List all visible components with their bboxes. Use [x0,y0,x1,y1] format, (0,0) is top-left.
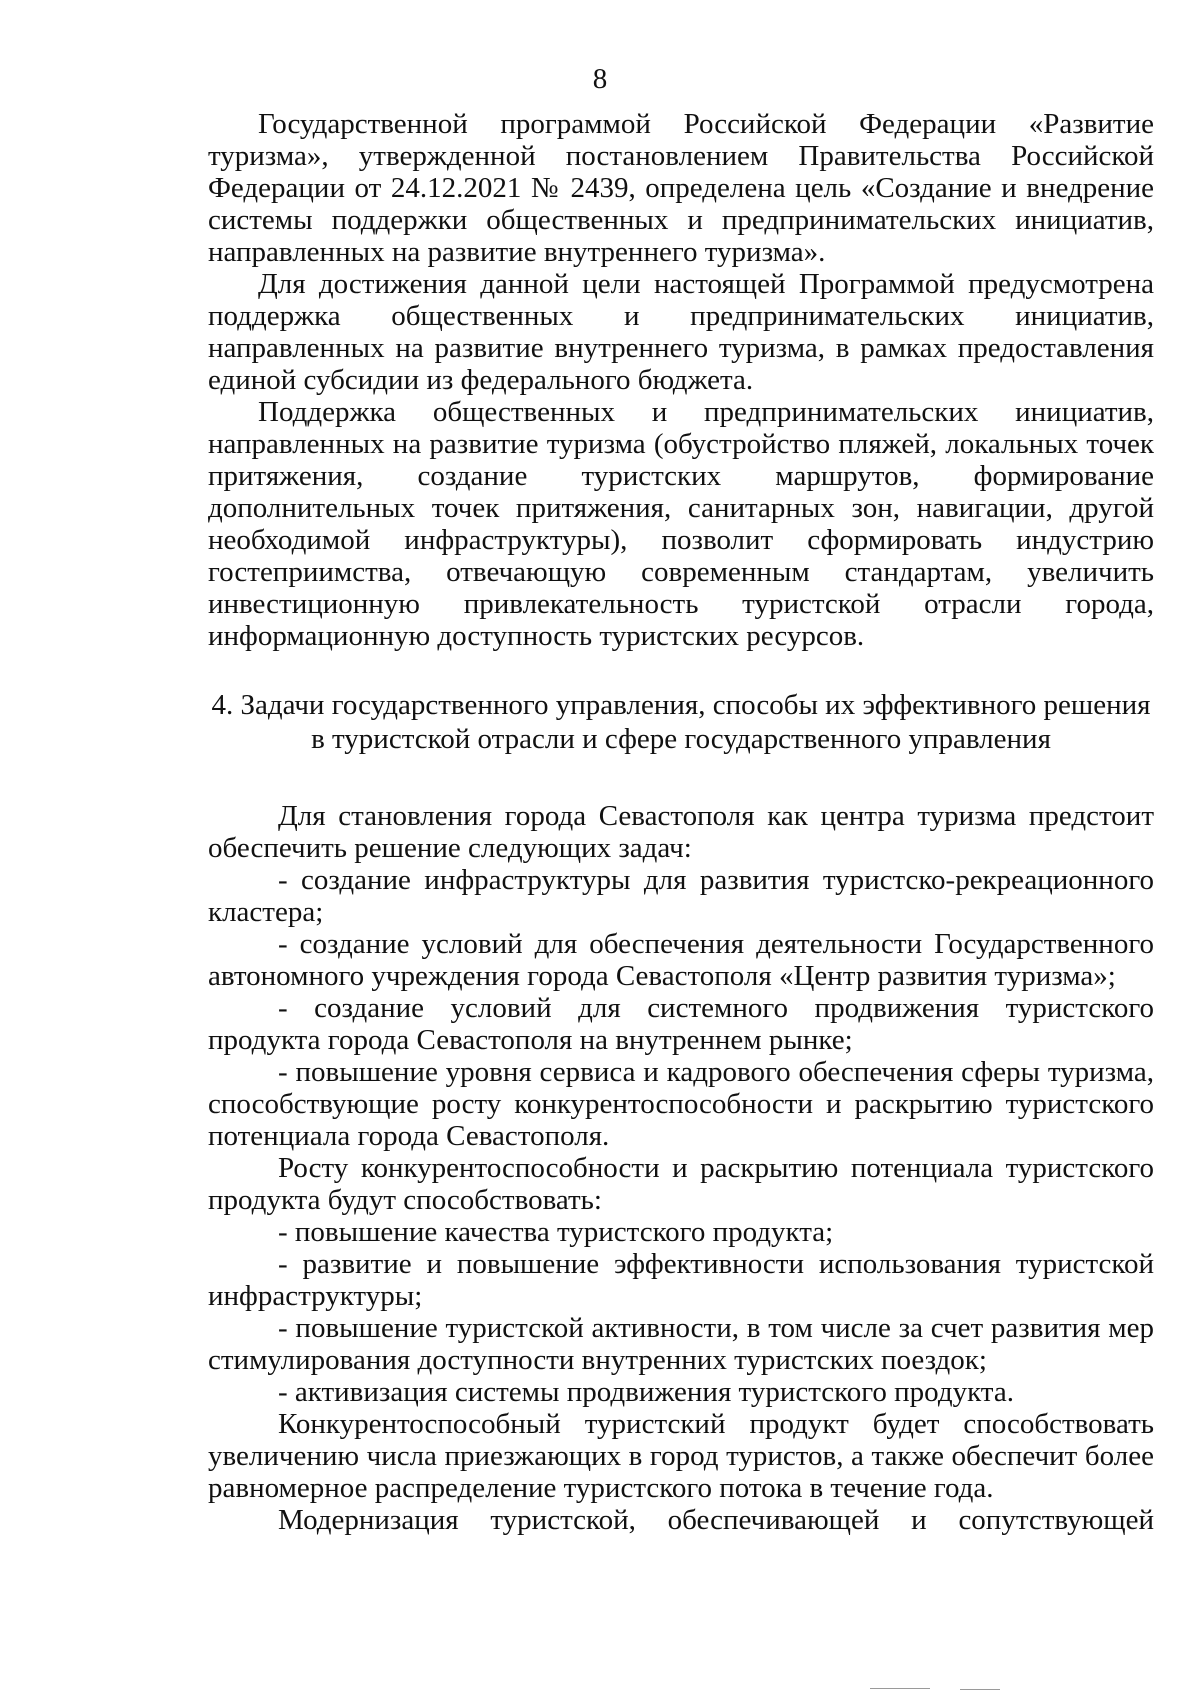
list-item: - повышение туристской активности, в том числе за счет развития мер стимулирования доступности внутренних туристских поездок; [208,1312,1154,1376]
paragraph-competitiveness-intro: Росту конкурентоспособности и раскрытию потенциала туристского продукта будут способствовать: [208,1152,1154,1216]
paragraph-program-goal: Государственной программой Российской Федерации «Развитие туризма», утвержденной постановлением Правительства Российской Федерации от 24.12.2021 № 2439, определена цель «Создание и внедрение системы поддержки общественных и предпринимательских инициатив, направленных на развитие внутреннего туризма». [208,108,1154,268]
list-item: - повышение уровня сервиса и кадрового обеспечения сферы туризма, способствующие росту конкурентоспособности и раскрытию туристского потенциала города Севастополя. [208,1056,1154,1152]
document-body [208,108,1154,1536]
paragraph-modernization-start: Модернизация туристской, обеспечивающей и сопутствующей [278,1504,1154,1536]
paragraph-goal-achievement: Для достижения данной цели настоящей Программой предусмотрена поддержка общественных и предпринимательских инициатив, направленных на развитие внутреннего туризма, в рамках предоставления единой субсидии из федерального бюджета. [208,268,1154,396]
list-item: - создание условий для обеспечения деятельности Государственного автономного учреждения города Севастополя «Центр развития туризма»; [208,928,1154,992]
list-item: - создание условий для системного продвижения туристского продукта города Севастополя на внутреннем рынке; [208,992,1154,1056]
scan-artifact [870,1688,930,1689]
factors-list [208,1216,1154,1408]
paragraph-section-intro: Для становления города Севастополя как центра туризма предстоит обеспечить решение следующих задач: [208,800,1154,864]
list-item: - повышение качества туристского продукта; [278,1216,834,1248]
page-number: 8 [592,63,608,95]
paragraph-competitive-product: Конкурентоспособный туристский продукт будет способствовать увеличению числа приезжающих в город туристов, а также обеспечит более равномерное распределение туристского потока в течение года. [208,1408,1154,1504]
list-item: - развитие и повышение эффективности использования туристской инфраструктуры; [208,1248,1154,1312]
scan-artifact [960,1689,1000,1690]
section-heading-line-2: в туристской отрасли и сфере государственного управления [311,723,1051,755]
list-item: - создание инфраструктуры для развития туристско-рекреационного кластера; [208,864,1154,928]
tasks-list [208,864,1154,1152]
list-item: - активизация системы продвижения туристского продукта. [278,1376,1014,1408]
section-heading-line-1: 4. Задачи государственного управления, способы их эффективного решения [211,689,1151,721]
paragraph-initiatives-support: Поддержка общественных и предпринимательских инициатив, направленных на развитие туризма (обустройство пляжей, локальных точек притяжения, создание туристских маршрутов, формирование дополнительных точек притяжения, санитарных зон, навигации, другой необходимой инфраструктуры), позволит сформировать индустрию гостеприимства, отвечающую современным стандартам, увеличить инвестиционную привлекательность туристской отрасли города, информационную доступность туристских ресурсов. [208,396,1154,652]
section-heading [208,688,1154,756]
